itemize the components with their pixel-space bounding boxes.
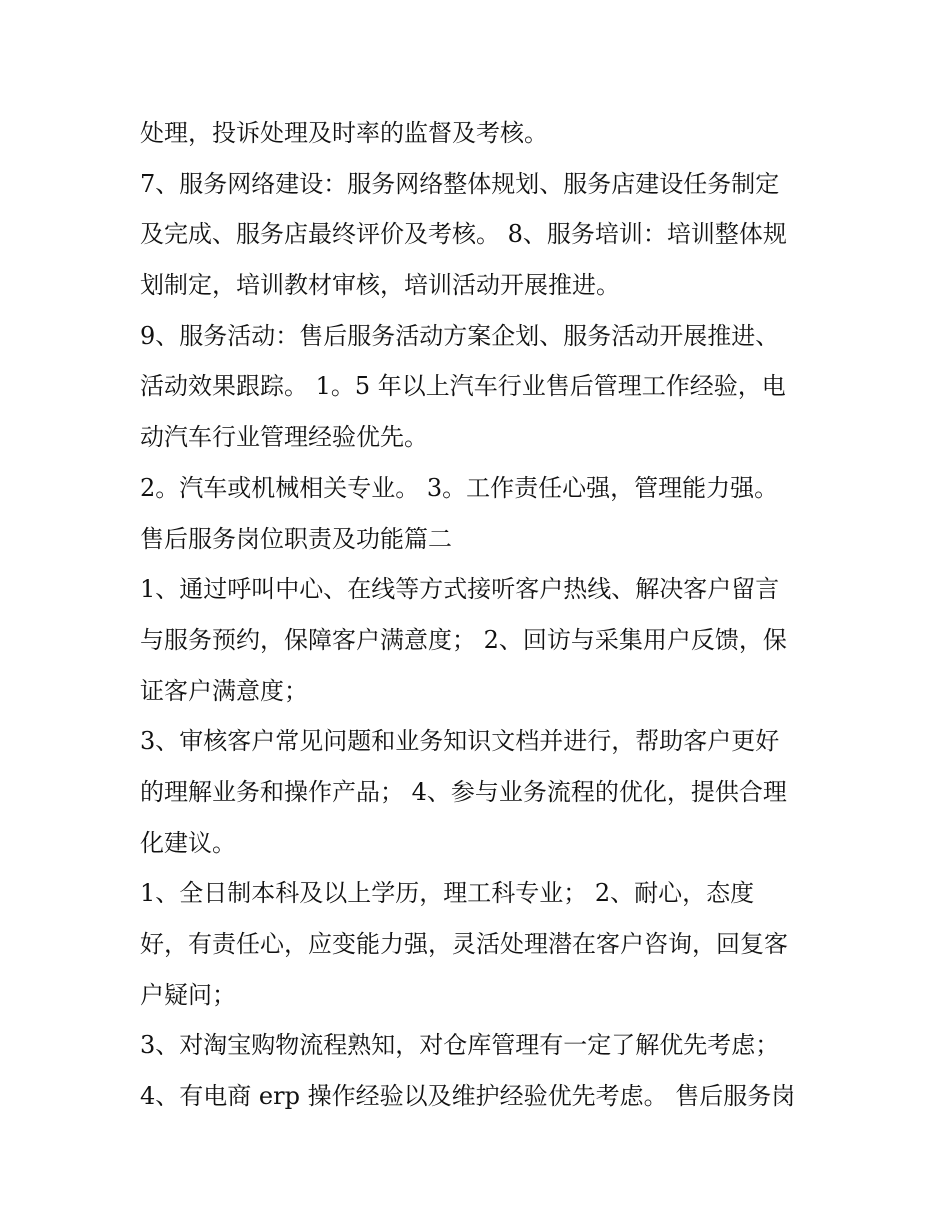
text-line: 化建议。 (140, 828, 236, 857)
text-line: 7、服务网络建设：服务网络整体规划、服务店建设任务制定 (140, 169, 780, 198)
text-line: 的理解业务和操作产品； 4、参与业务流程的优化，提供合理 (140, 777, 787, 806)
text-line: 好，有责任心，应变能力强，灵活处理潜在客户咨询，回复客 (140, 930, 788, 958)
text-line: 证客户满意度； (140, 676, 308, 705)
text-line: 活动效果跟踪。 1。5 年以上汽车行业售后管理工作经验，电 (140, 372, 786, 401)
text-line: 4、有电商 erp 操作经验以及维护经验优先考虑。 售后服务岗 (140, 1082, 796, 1111)
text-line: 9、服务活动：售后服务活动方案企划、服务活动开展推进、 (140, 321, 780, 350)
document-body (140, 108, 820, 1122)
text-line: 1、通过呼叫中心、在线等方式接听客户热线、解决客户留言 (140, 575, 780, 604)
text-line: 划制定，培训教材审核，培训活动开展推进。 (140, 271, 620, 300)
text-line: 3、对淘宝购物流程熟知，对仓库管理有一定了解优先考虑； (140, 1031, 780, 1060)
section-heading: 售后服务岗位职责及功能篇二 (140, 524, 452, 553)
text-line: 3、审核客户常见问题和业务知识文档并进行，帮助客户更好 (140, 727, 780, 756)
text-line: 处理，投诉处理及时率的监督及考核。 (140, 119, 548, 147)
text-line: 2。汽车或机械相关专业。 3。工作责任心强，管理能力强。 (140, 473, 779, 502)
text-line: 户疑问； (140, 980, 236, 1009)
text-line: 1、全日制本科及以上学历，理工科专业； 2、耐心，态度 (140, 879, 755, 908)
text-line: 与服务预约，保障客户满意度； 2、回访与采集用户反馈，保 (140, 625, 787, 654)
text-line: 及完成、服务店最终评价及考核。 8、服务培训：培训整体规 (140, 220, 787, 249)
text-line: 动汽车行业管理经验优先。 (140, 423, 428, 452)
